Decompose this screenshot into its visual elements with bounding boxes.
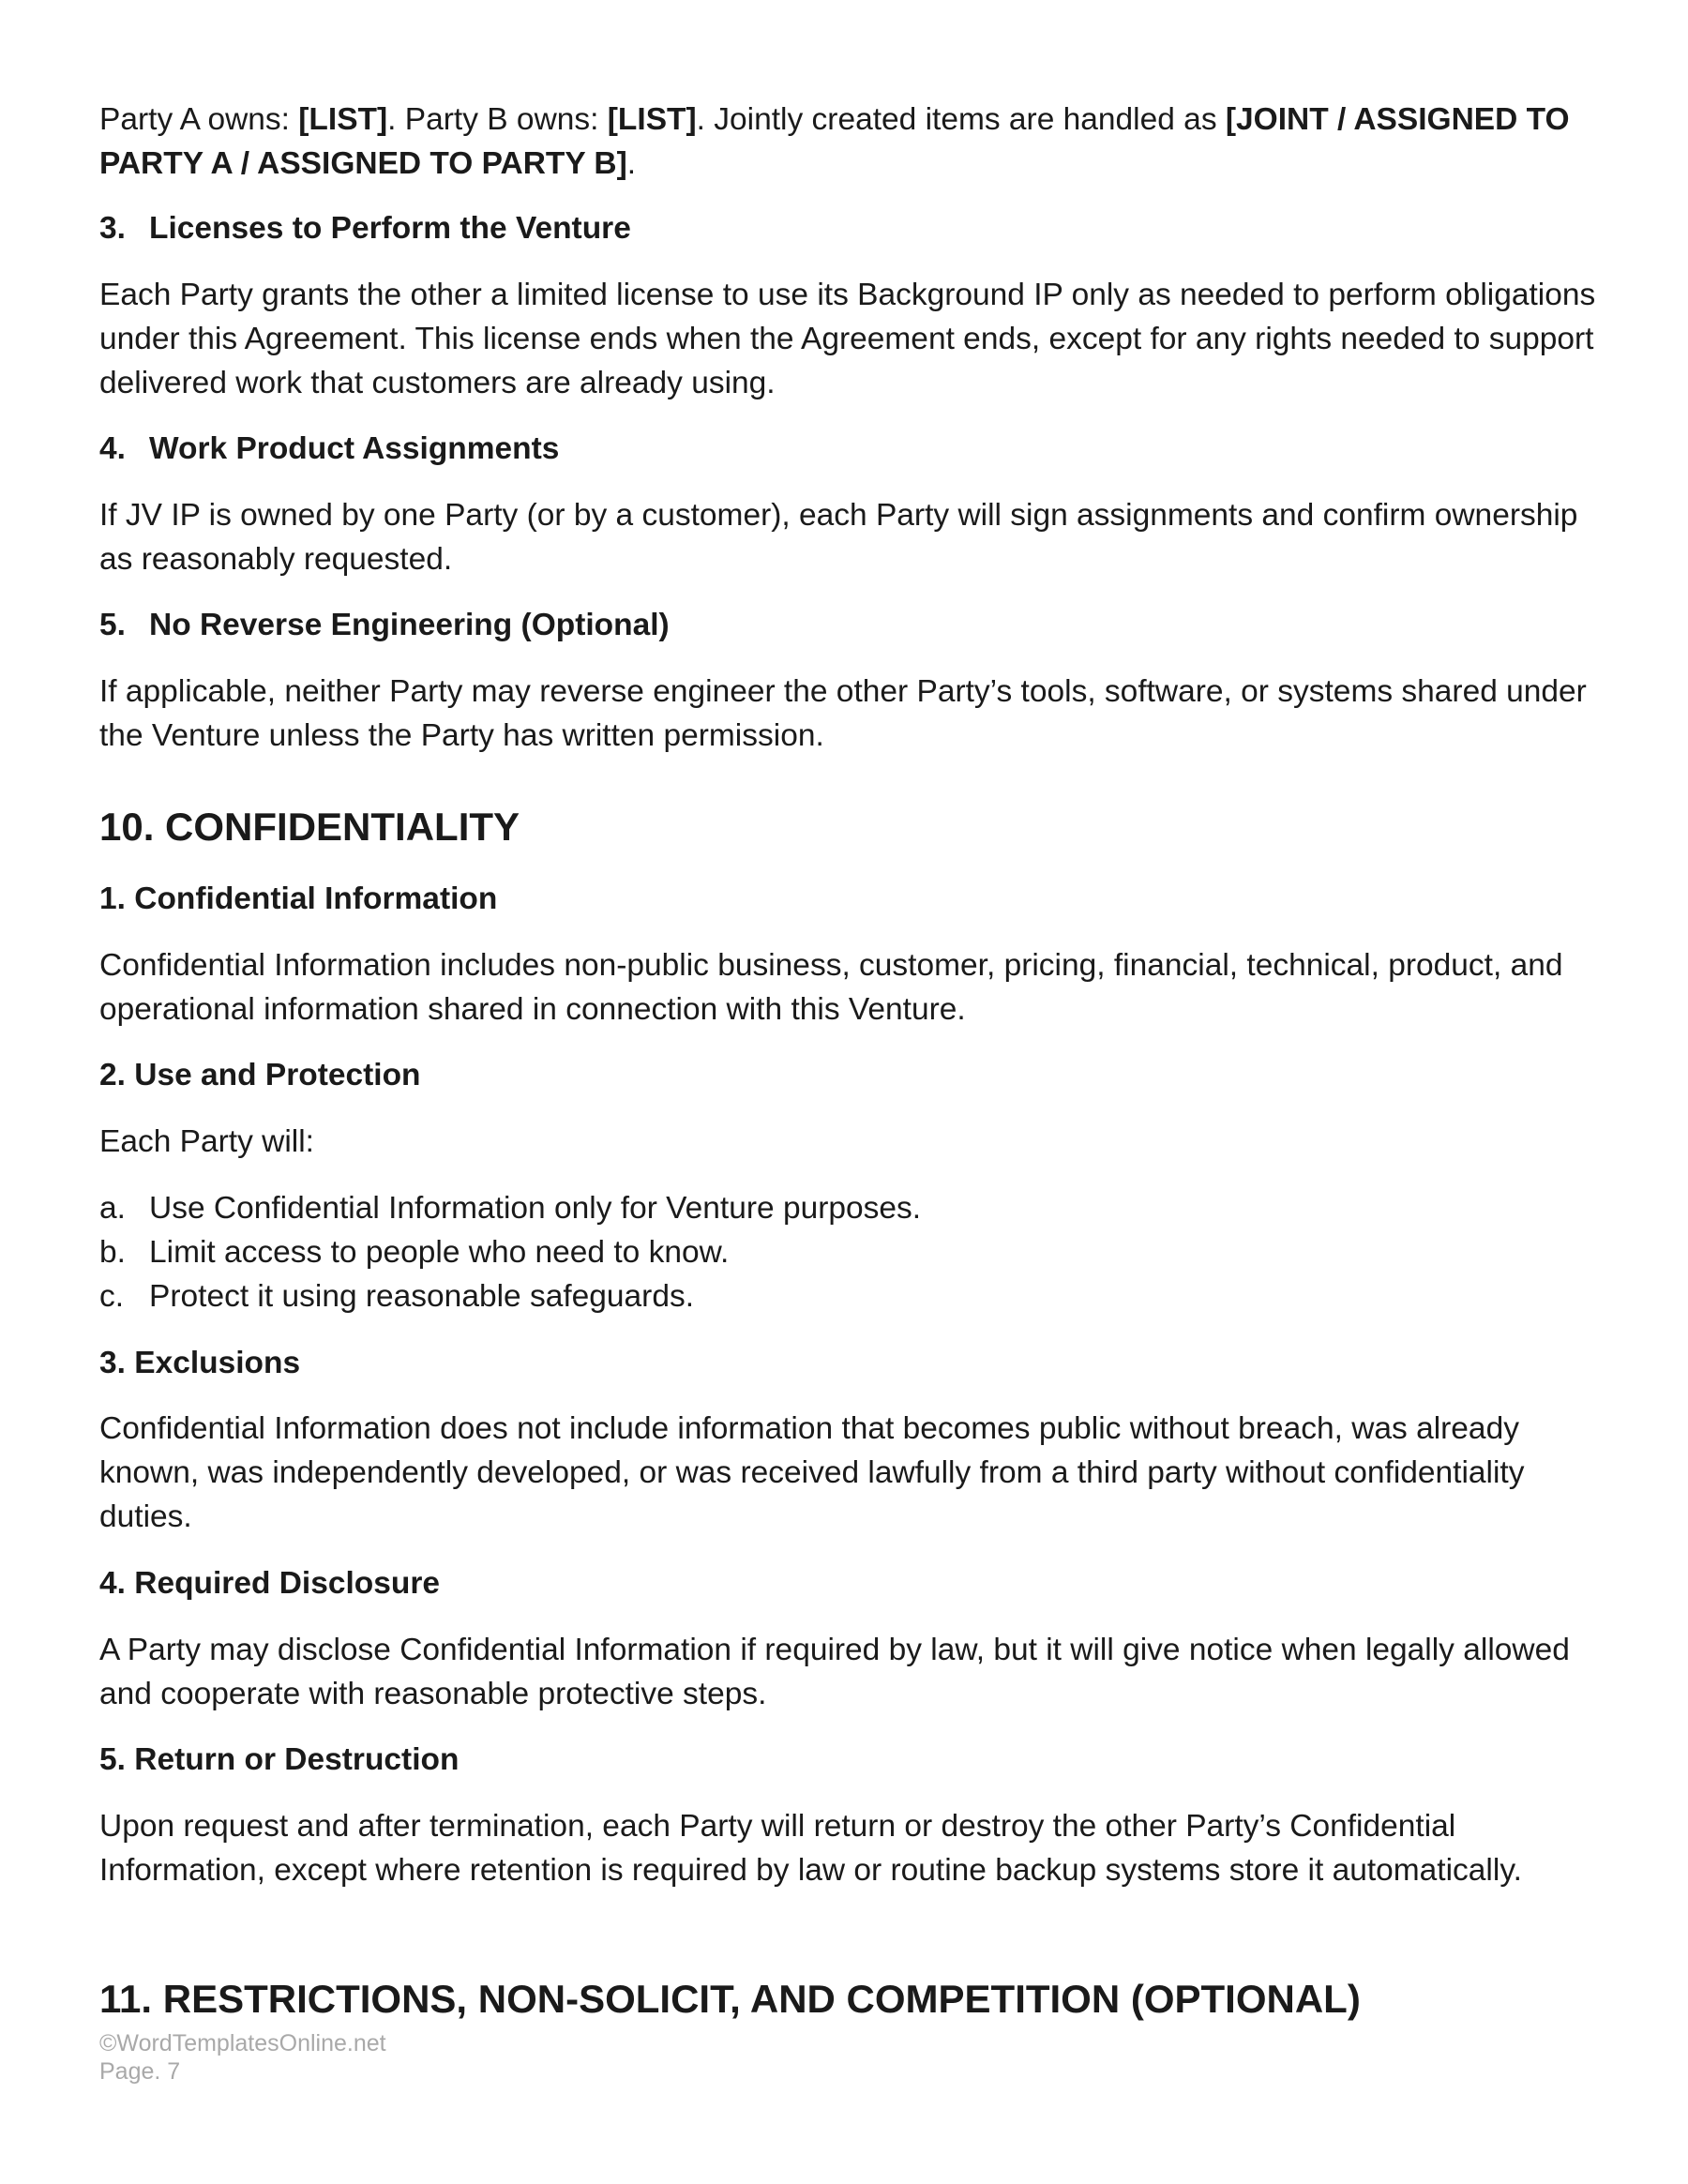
- ip-section-body: If applicable, neither Party may reverse engineer the other Party’s tools, software, or systems shared under the Venture unless the Party has written permission.: [99, 674, 1587, 753]
- subsection-heading: 3. Exclusions: [99, 1346, 301, 1380]
- copyright-text: ©WordTemplatesOnline.net: [99, 2030, 386, 2056]
- subsection-heading: 2. Use and Protection: [99, 1058, 421, 1092]
- subsection-body: Upon request and after termination, each Party will return or destroy the other Party’s Confidential Information, except where retention is required by law or routine backup systems store it automatically.: [99, 1809, 1522, 1888]
- page-number: Page. 7: [99, 2058, 181, 2085]
- ip-section-body: Each Party grants the other a limited license to use its Background IP only as needed to perform obligations under this Agreement. This license ends when the Agreement ends, except for any rights needed to support delivered work that customers are already using.: [99, 278, 1596, 400]
- intro-text: . Party B owns:: [387, 102, 608, 137]
- list-item: c. Protect it using reasonable safeguards.: [99, 1279, 695, 1314]
- ownership-paragraph: [99, 98, 1619, 186]
- list-item: a. Use Confidential Information only for Venture purposes.: [99, 1191, 922, 1226]
- list-item: b. Limit access to people who need to know.: [99, 1235, 730, 1270]
- intro-text: Party A owns:: [99, 102, 299, 137]
- ip-section-body: If JV IP is owned by one Party (or by a customer), each Party will sign assignments and confirm ownership as reasonably requested.: [99, 498, 1578, 577]
- intro-text: .: [626, 146, 637, 181]
- page-footer: [99, 2029, 386, 2086]
- subsection-body: A Party may disclose Confidential Information if required by law, but it will give notice when legally allowed and cooperate with reasonable protective steps.: [99, 1633, 1570, 1711]
- subsection-heading: 4. Required Disclosure: [99, 1566, 441, 1601]
- section-heading: 10. CONFIDENTIALITY: [99, 805, 520, 849]
- intro-text: . Jointly created items are handled as: [696, 102, 1226, 137]
- subsection-body: Confidential Information includes non-public business, customer, pricing, financial, technical, product, and operational information shared in connection with this Venture.: [99, 948, 1563, 1027]
- subsection-heading: 1. Confidential Information: [99, 881, 498, 916]
- ip-section-heading: 4. Work Product Assignments: [99, 431, 560, 466]
- ip-section-heading: 3. Licenses to Perform the Venture: [99, 211, 631, 246]
- section-heading: 11. RESTRICTIONS, NON-SOLICIT, AND COMPETITION (OPTIONAL): [99, 1977, 1361, 2021]
- subsection-body: Each Party will:: [99, 1124, 314, 1159]
- placeholder-joint: [JOINT / ASSIGNED TO PARTY A / ASSIGNED TO PARTY B]: [99, 102, 1570, 181]
- obligation-list: [99, 1186, 921, 1318]
- subsection-body: Confidential Information does not include information that becomes public without breach, was already known, was independently developed, or was received lawfully from a third party without confidentiality duties.: [99, 1411, 1525, 1534]
- subsection-heading: 5. Return or Destruction: [99, 1742, 460, 1777]
- ip-section-heading: 5. No Reverse Engineering (Optional): [99, 608, 670, 642]
- placeholder-list-b: [LIST]: [607, 102, 697, 137]
- placeholder-list-a: [LIST]: [298, 102, 388, 137]
